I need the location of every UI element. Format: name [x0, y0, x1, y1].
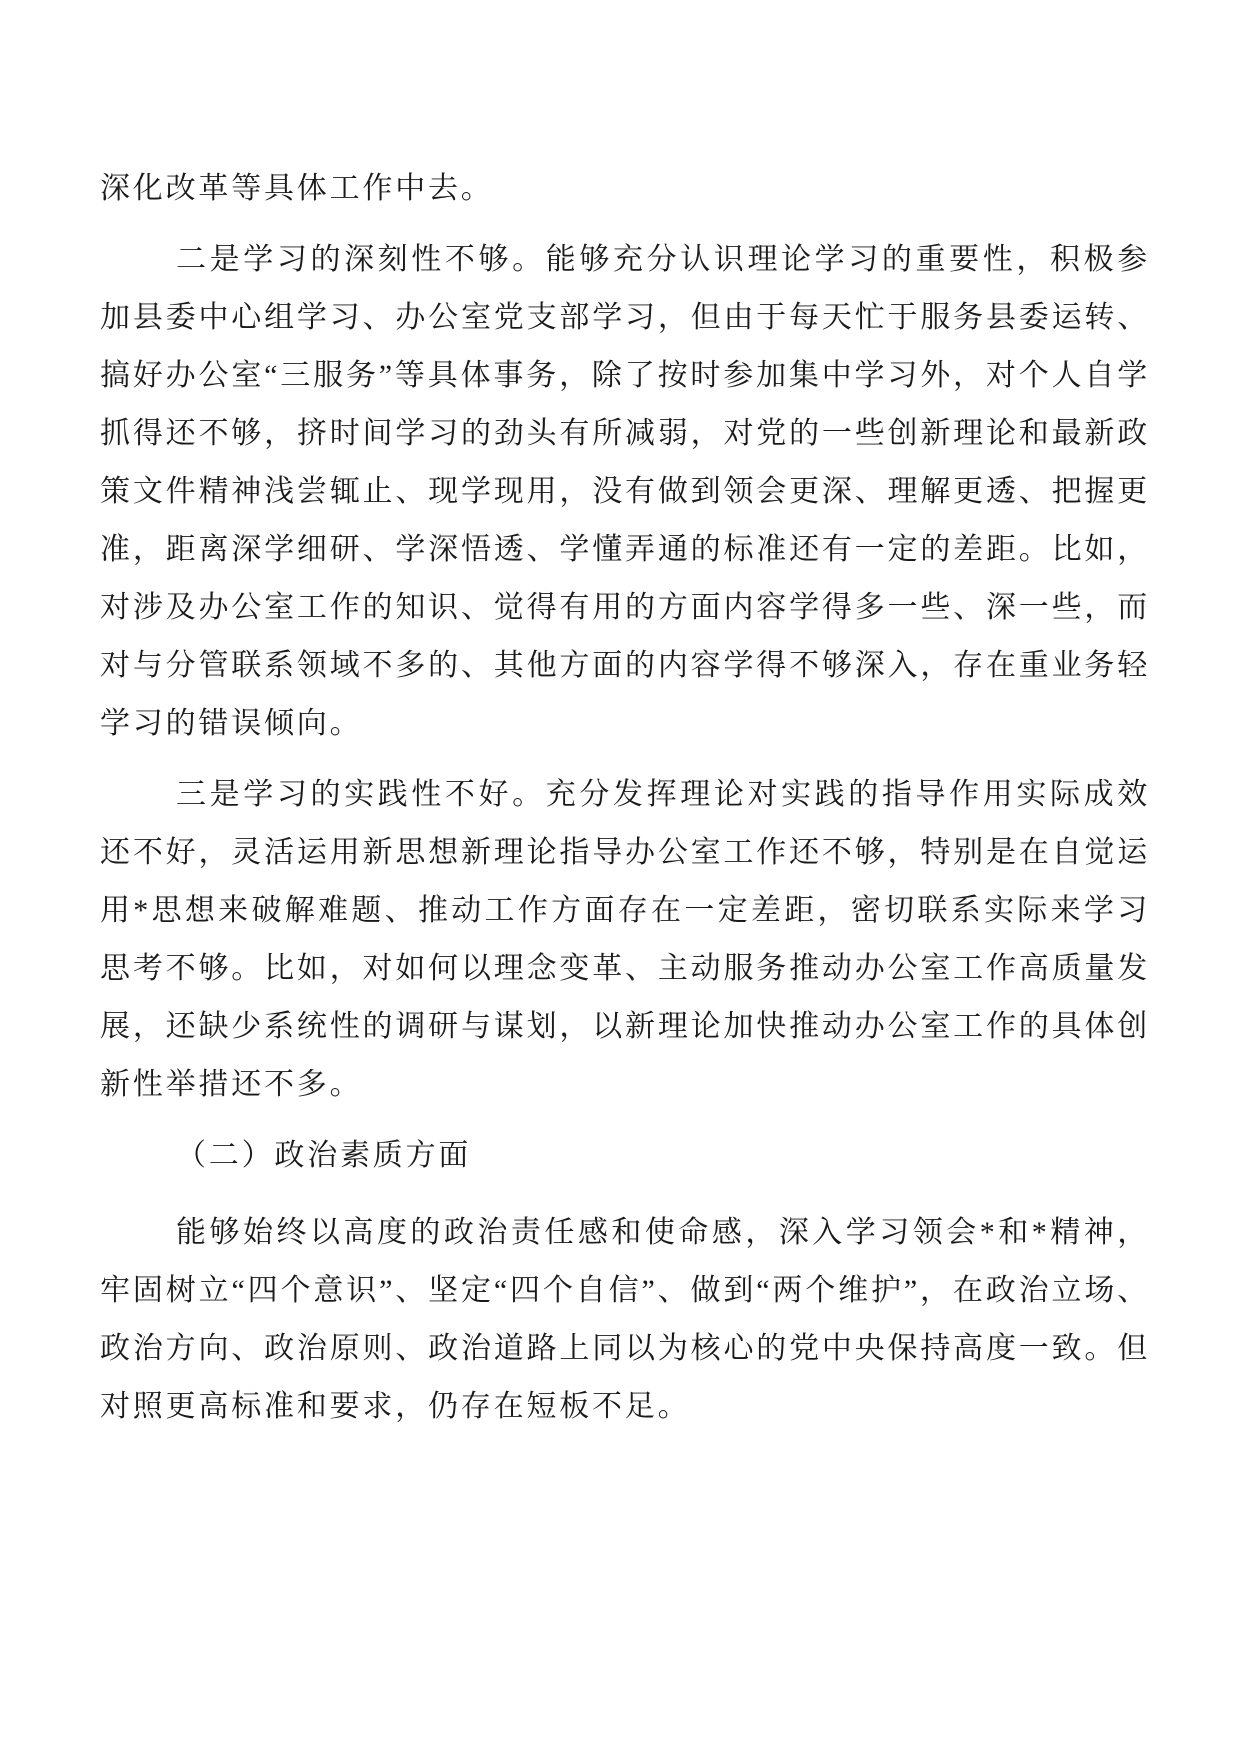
paragraph-point-three-study-practice: 三是学习的实践性不好。充分发挥理论对实践的指导作用实际成效还不好，灵活运用新思想新理论指导办公室工作还不够，特别是在自觉运用*思想来破解难题、推动工作方面存在一定差距，密切联系实际来学习思考不够。比如，对如何以理念变革、主动服务推动办公室工作高质量发展，还缺少系统性的调研与谋划，以新理论加快推动办公室工作的具体创新性举措还不多。: [100, 778, 1150, 1101]
paragraph-political-quality-body: 能够始终以高度的政治责任感和使命感，深入学习领会*和*精神，牢固树立“四个意识”、坚定“四个自信”、做到“两个维护”，在政治立场、政治方向、政治原则、政治道路上同以为核心的党中央保持高度一致。但对照更高标准和要求，仍存在短板不足。: [100, 1216, 1150, 1423]
paragraph-point-two-study-depth: 二是学习的深刻性不够。能够充分认识理论学习的重要性，积极参加县委中心组学习、办公室党支部学习，但由于每天忙于服务县委运转、搞好办公室“三服务”等具体事务，除了按时参加集中学习外，对个人自学抓得还不够，挤时间学习的劲头有所减弱，对党的一些创新理论和最新政策文件精神浅尝辄止、现学现用，没有做到领会更深、理解更透、把握更准，距离深学细研、学深悟透、学懂弄通的标准还有一定的差距。比如，对涉及办公室工作的知识、觉得有用的方面内容学得多一些、深一些，而对与分管联系领域不多的、其他方面的内容学得不够深入，存在重业务轻学习的错误倾向。: [100, 243, 1150, 740]
section-heading-political-quality: （二）政治素质方面: [176, 1139, 472, 1172]
paragraph-continuation: 深化改革等具体工作中去。: [100, 172, 494, 205]
